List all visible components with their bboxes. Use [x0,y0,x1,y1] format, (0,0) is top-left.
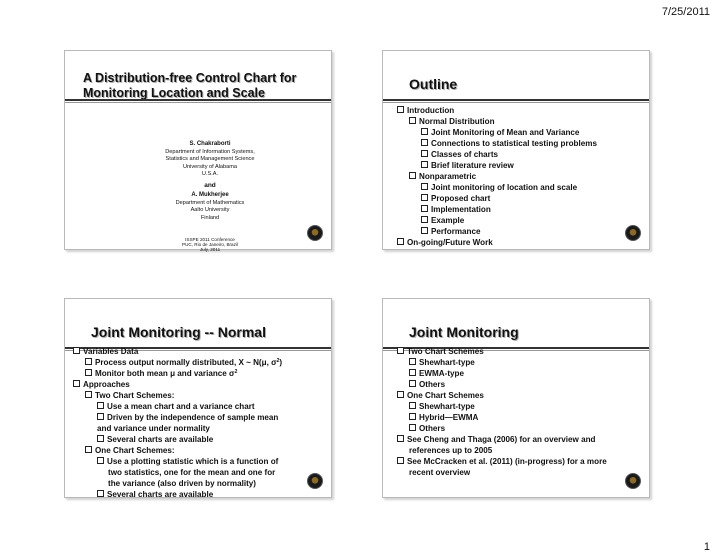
checkbox-bullet-icon [397,106,404,113]
content-list [397,346,607,478]
list-item: Others [397,379,607,390]
list-item: On-going/Future Work [397,237,597,248]
checkbox-bullet-icon [85,391,92,398]
checkbox-bullet-icon [397,347,404,354]
checkbox-bullet-icon [421,161,428,168]
checkbox-bullet-icon [409,172,416,179]
list-item: Proposed chart [397,193,597,204]
list-item: Approaches [73,379,282,390]
list-item-continuation: references up to 2005 [409,446,493,455]
list-item-continuation: and variance under normality [97,424,210,433]
author-1-affiliation-line: University of Alabama [182,163,238,170]
author-2-block [135,192,285,222]
slide-heading: Outline [409,76,458,92]
checkbox-bullet-icon [73,347,80,354]
title-rule [65,99,331,103]
list-item: One Chart Schemes: [73,445,282,456]
author-2-affiliation-line: Aalto University [190,207,230,214]
list-item: Use a plotting statistic which is a function of [73,456,282,467]
list-item: Several charts are available [73,434,282,445]
title-rule [383,99,649,103]
checkbox-bullet-icon [421,205,428,212]
list-item: Introduction [397,105,597,116]
author-1-affiliation-line: U.S.A. [201,171,219,178]
list-item: Hybrid—EWMA [397,412,607,423]
list-item: Example [397,215,597,226]
and-text: and [204,182,216,189]
checkbox-bullet-icon [421,139,428,146]
list-item: Classes of charts [397,149,597,160]
list-item: Two Chart Schemes: [73,390,282,401]
slide-outline [382,50,650,250]
checkbox-bullet-icon [409,424,416,431]
checkbox-bullet-icon [397,457,404,464]
list-item: One Chart Schemes [397,390,607,401]
conference-block [135,237,285,253]
checkbox-bullet-icon [97,457,104,464]
list-item: Others [397,423,607,434]
checkbox-bullet-icon [409,380,416,387]
list-item: Joint monitoring of location and scale [397,182,597,193]
university-seal-icon [625,225,641,241]
list-item-continuation: two statistics, one for the mean and one for [108,468,276,477]
list-item: Driven by the independence of sample mean [73,412,282,423]
slide-heading: Joint Monitoring -- Normal [91,324,266,340]
checkbox-bullet-icon [409,413,416,420]
author-1-name: S. Chakraborti [189,141,231,147]
checkbox-bullet-icon [97,413,104,420]
title-line-1: A Distribution-free Control Chart for [83,71,297,85]
list-item-continuation: the variance (also driven by normality) [108,479,256,488]
checkbox-bullet-icon [421,128,428,135]
conference-line: PUC, Rio de Janeiro, Brazil [182,242,238,248]
checkbox-bullet-icon [97,490,104,497]
list-item: See Cheng and Thaga (2006) for an overview and [397,434,607,445]
list-item: Connections to statistical testing problems [397,138,597,149]
list-item: Two Chart Schemes [397,346,607,357]
slide-title-heading [83,71,296,101]
checkbox-bullet-icon [397,238,404,245]
content-list [73,346,282,500]
checkbox-bullet-icon [421,183,428,190]
university-seal-icon [307,225,323,241]
university-seal-icon [625,473,641,489]
checkbox-bullet-icon [409,117,416,124]
list-item: Shewhart-type [397,357,607,368]
author-2-name: A. Mukherjee [191,192,229,198]
slide-joint-monitoring-normal [64,298,332,498]
list-item: Implementation [397,204,597,215]
checkbox-bullet-icon [85,446,92,453]
author-1-affiliation-line: Department of Information Systems, [165,148,255,155]
list-item: Monitor both mean μ and variance $\sigma^2$ [73,368,282,379]
author-2-affiliation-line: Department of Mathematics [175,199,245,206]
slide-joint-monitoring [382,298,650,498]
checkbox-bullet-icon [421,194,428,201]
list-item: Performance [397,226,597,237]
list-item: EWMA-type [397,368,607,379]
list-item: Process output normally distributed, X ~ N(μ, $\sigma^2$) [73,357,282,368]
outline-list [397,105,597,248]
list-item: See McCracken et al. (2011) (in-progress) for a more [397,456,607,467]
university-seal-icon [307,473,323,489]
conference-line: ISSPE 2011 Conference [185,237,235,242]
checkbox-bullet-icon [421,227,428,234]
checkbox-bullet-icon [409,402,416,409]
author-1-affiliation-line: Statistics and Management Science [165,156,255,163]
checkbox-bullet-icon [97,435,104,442]
slide-title [64,50,332,253]
checkbox-bullet-icon [409,358,416,365]
checkbox-bullet-icon [85,369,92,376]
checkbox-bullet-icon [409,369,416,376]
list-item: Nonparametric [397,171,597,182]
slide-heading: Joint Monitoring [409,324,519,340]
page-date: 7/25/2011 [661,6,710,18]
list-item: Shewhart-type [397,401,607,412]
list-item: Normal Distribution [397,116,597,127]
checkbox-bullet-icon [73,380,80,387]
author-2-affiliation-line: Finland [200,214,220,221]
checkbox-bullet-icon [421,150,428,157]
list-item-continuation: recent overview [409,468,471,477]
list-item: Variables Data [73,346,282,357]
checkbox-bullet-icon [397,391,404,398]
checkbox-bullet-icon [85,358,92,365]
list-item: Use a mean chart and a variance chart [73,401,282,412]
conference-line: July, 2011 [199,247,221,253]
checkbox-bullet-icon [397,435,404,442]
list-item: Joint Monitoring of Mean and Variance [397,127,597,138]
page-number: 1 [703,541,710,553]
title-line-2: Monitoring Location and Scale [83,86,265,100]
list-item: Several charts are available [73,489,282,500]
checkbox-bullet-icon [421,216,428,223]
author-1-block [135,141,285,179]
checkbox-bullet-icon [97,402,104,409]
list-item: Brief literature review [397,160,597,171]
